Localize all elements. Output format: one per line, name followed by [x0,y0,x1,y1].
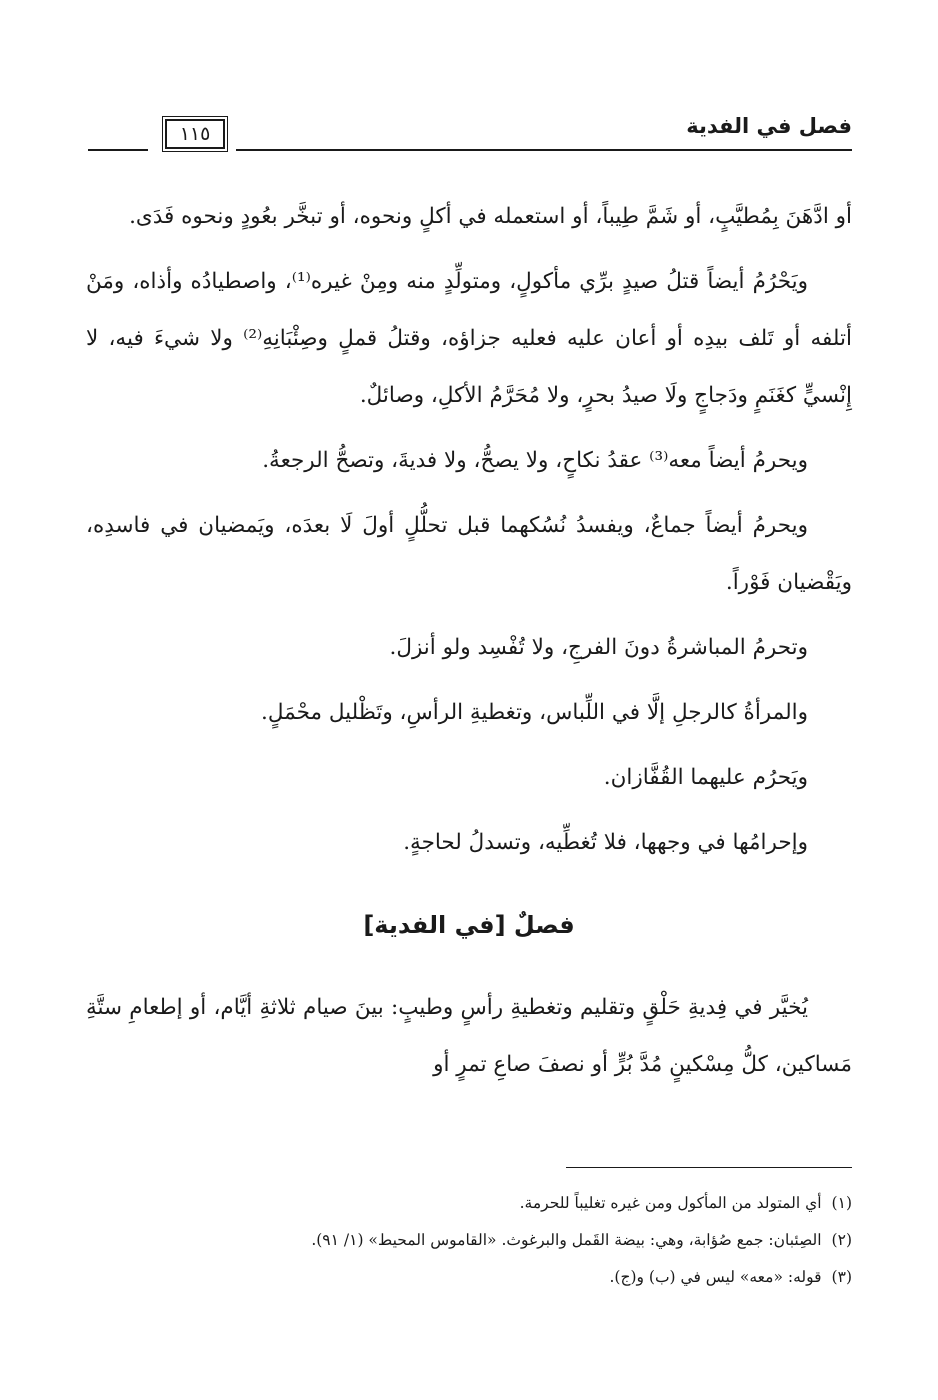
running-header-title: فصل في الفدية [686,114,852,138]
footnote-text: أي المتولد من المأكول ومن غيره تغليباً للحرمة. [519,1194,822,1212]
footnote-text: الصِئبان: جمع صُؤابة، وهي: بيضة القَمل والبرغوث. «القاموس المحيط» (١/ ٩١). [311,1231,822,1249]
paragraph: ويَحرُم عليهما القُفَّازان. [603,765,808,790]
paragraph: ويحرمُ أيضاً جماعٌ، ويفسدُ نُسُكهما قبل تحلُّلٍ أولَ لَا بعدَه، ويَمضيان في فاسدِه، ويَقْضيان فَوْراً. [86,513,852,595]
footnotes [86,1185,852,1296]
paragraph: وتحرمُ المباشرةُ دونَ الفرجِ، ولا تُفْسِد ولو أنزلَ. [389,635,808,660]
page-number: ١١٥ [165,119,225,149]
footnote-number: (٣) [831,1268,852,1286]
header-rule [236,149,852,151]
paragraph: ويحرمُ أيضاً معه⁽³⁾ عقدُ نكاحٍ، ولا يصحُّ، ولا فديةَ، وتصحُّ الرجعةُ. [262,448,808,473]
paragraph: يُخيَّر في فِديةِ حَلْقٍ وتقليم وتغطيةِ رأسٍ وطيبٍ: بينَ صيام ثلاثةِ أيَّام، أو إطعامِ ستَّةِ مَساكين، كلُّ مِسْكينٍ مُدَّ بُرٍّ أو نصفَ صاعِ تمرٍ أو [86,995,852,1077]
section-heading: فصلٌ [في الفدية] [363,911,575,939]
paragraph: ويَحْرُمُ أيضاً قتلُ صيدٍ برِّي مأكولٍ، ومتولِّدٍ منه ومِنْ غيره⁽¹⁾، واصطيادُه وأذاه، ومَنْ أتلفه أو تَلف بيدِه أو أعان عليه فعليه جزاؤه، وقتلُ قملٍ وصِئْبَانِهِ⁽²⁾ ولا شيءَ فيه، لا إِنْسيٍّ كغَنَمٍ ودَجاجٍ ولَا صيدُ بحرٍ، ولا مُحَرَّمُ الأكلِ، وصائلٌ. [86,269,852,408]
footnote-number: (١) [831,1194,852,1212]
paragraph: والمرأةُ كالرجلِ إلَّا في اللِّباس، وتغطيةِ الرأسِ، وتَظْليل محْمَلٍ. [261,700,808,725]
running-header [88,108,852,158]
footnote-text: قوله: «معه» ليس في (ب) و(ج). [609,1268,822,1286]
footnote [86,1259,852,1296]
paragraph: وإحرامُها في وجهها، فلا تُغطِّيه، وتسدلُ لحاجةٍ. [403,830,808,855]
footnote [86,1185,852,1222]
paragraph: أو ادَّهَنَ بِمُطيَّبٍ، أو شَمَّ طِيباً، أو استعمله في أكلٍ ونحوه، أو تبخَّر بعُودٍ ونحوه فَدَى. [129,204,852,229]
footnote-number: (٢) [831,1231,852,1249]
header-rule-short [88,149,148,151]
footnote [86,1222,852,1259]
main-text [86,188,852,1101]
footnote-divider [566,1167,852,1168]
